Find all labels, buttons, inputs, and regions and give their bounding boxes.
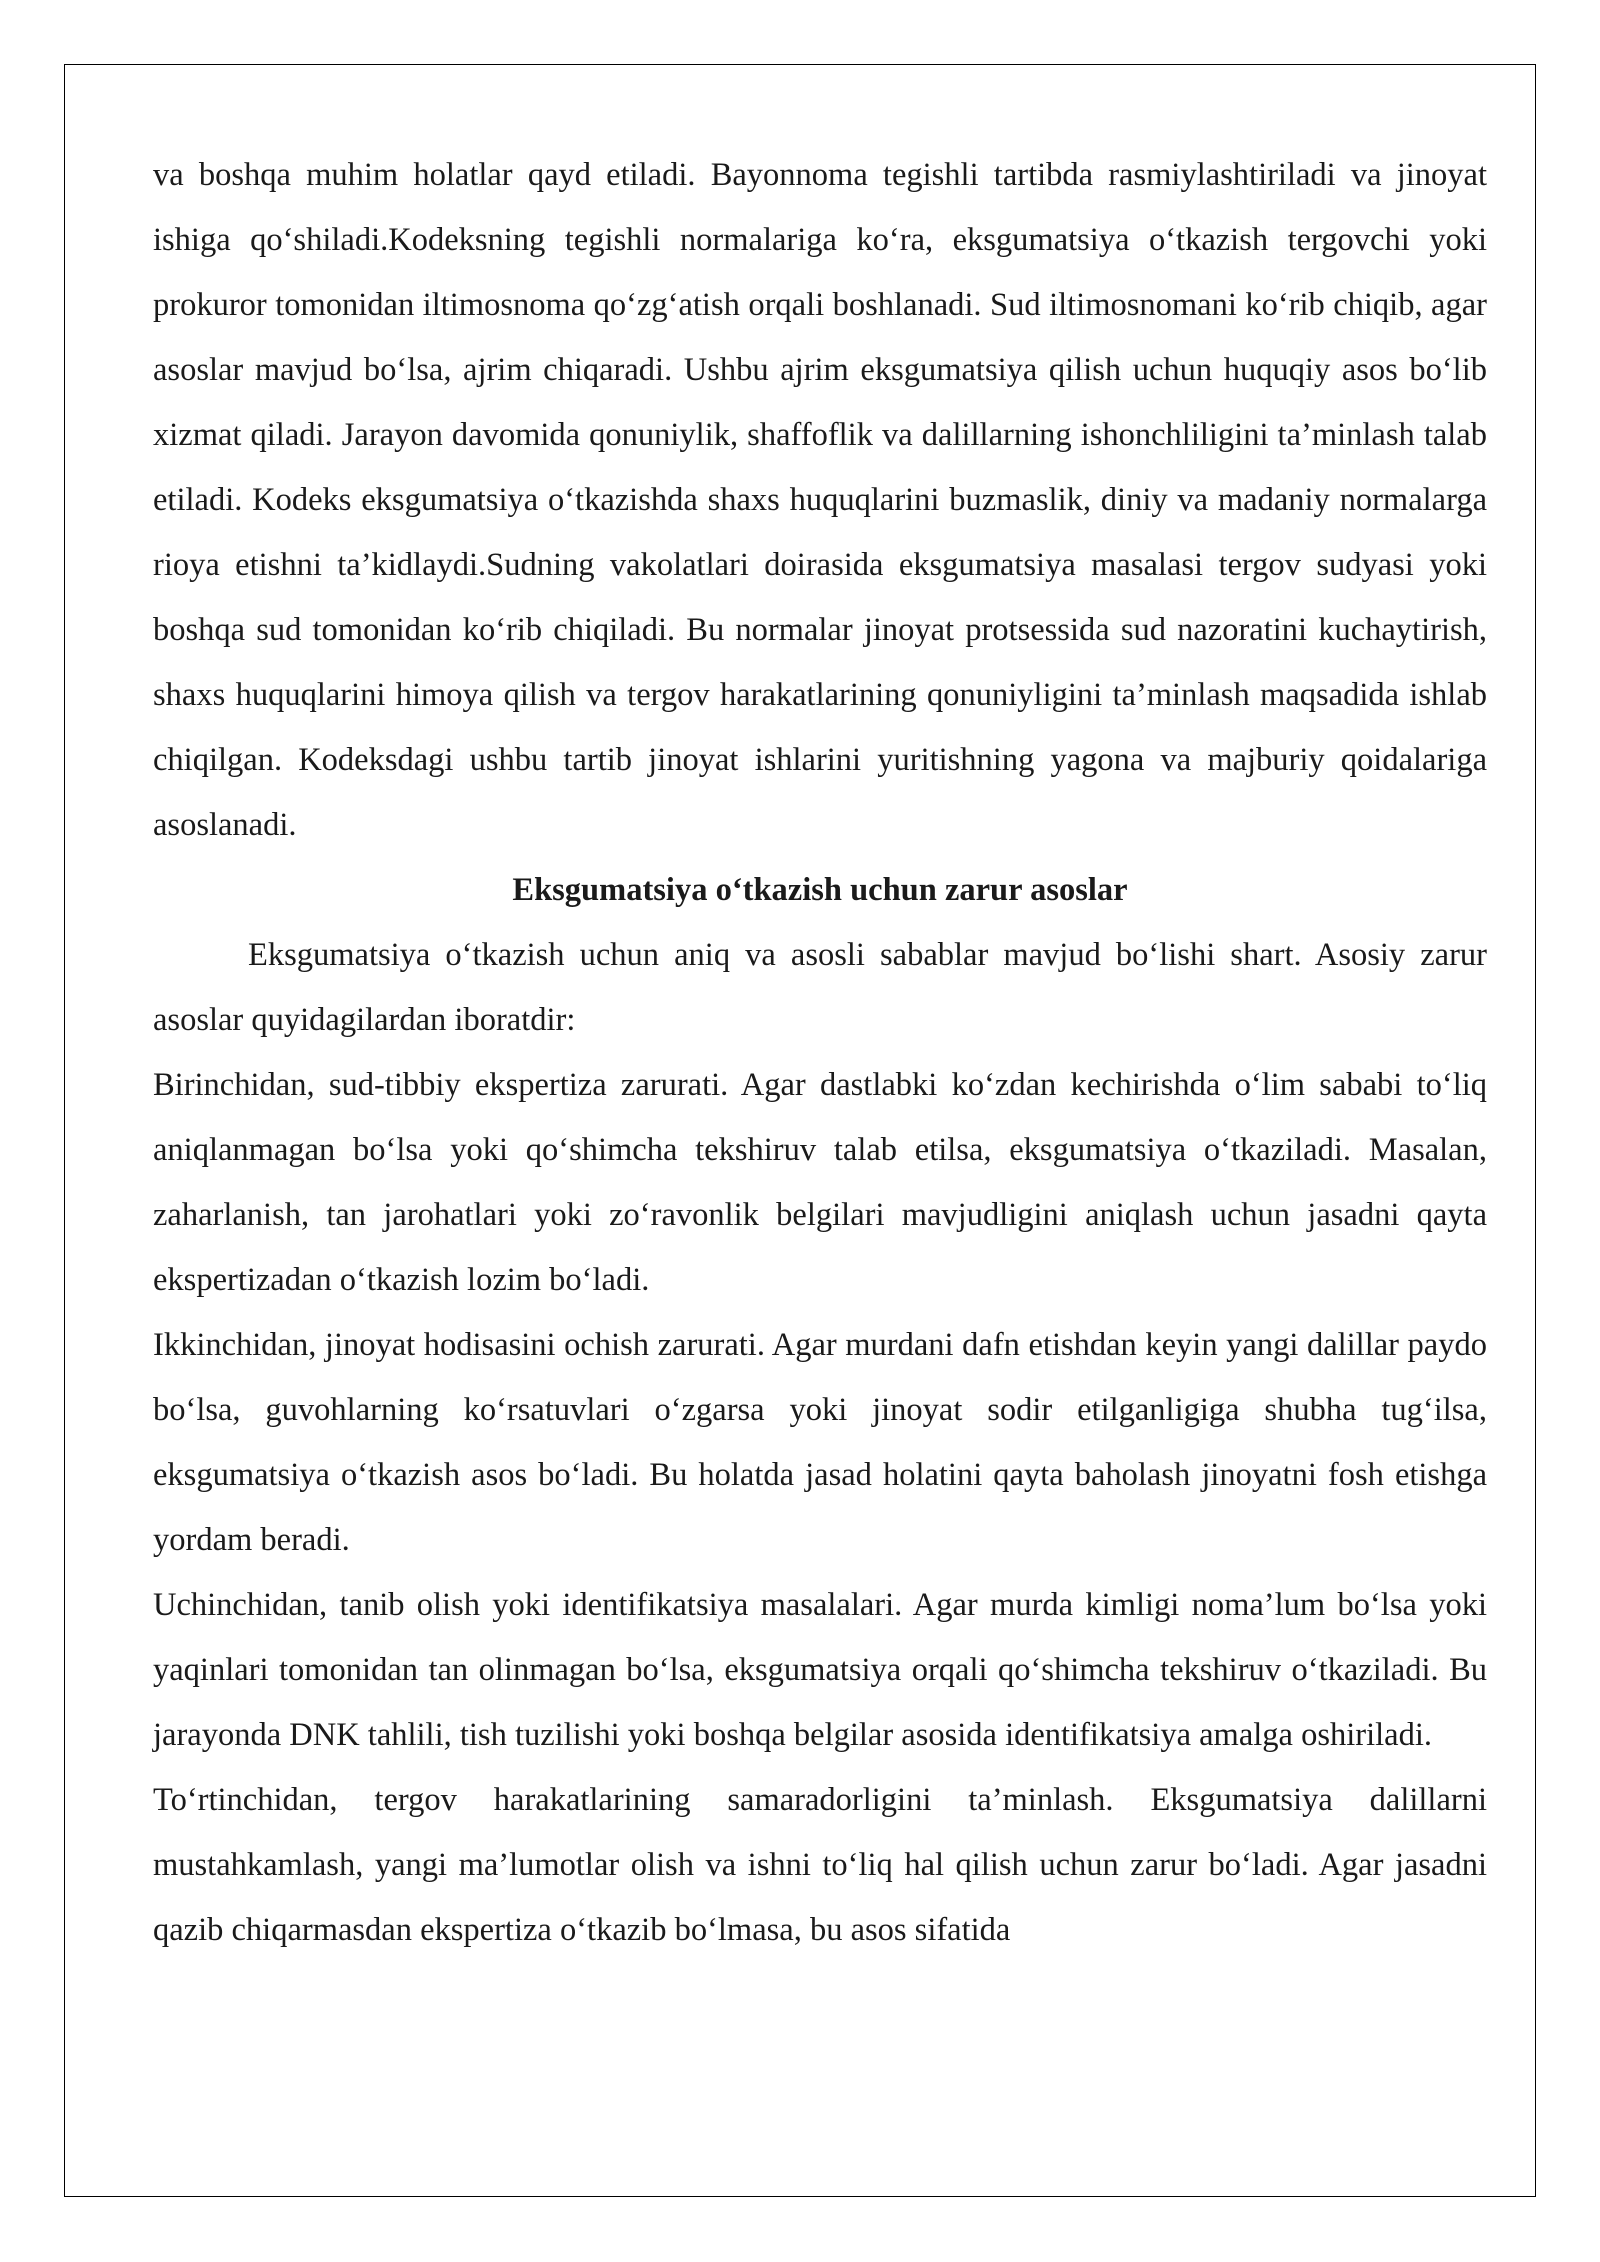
section-intro: Eksgumatsiya o‘tkazish uchun aniq va asosli sabablar mavjud bo‘lishi shart. Asosiy zarur asoslar quyidagilardan iboratdir: [153, 937, 1487, 1038]
list-item-first: Birinchidan, sud-tibbiy ekspertiza zarurati. Agar dastlabki ko‘zdan kechirishda o‘lim sababi to‘liq aniqlanmagan bo‘lsa yoki qo‘shimcha tekshiruv talab etilsa, eksgumatsiya o‘tkaziladi. Masalan, zaharlanish, tan jarohatlari yoki zo‘ravonlik belgilari mavjudligini aniqlash uchun jasadni qayta ekspertizadan o‘tkazish lozim bo‘ladi. [153, 1067, 1487, 1298]
document-body [153, 143, 1487, 1963]
section-heading: Eksgumatsiya o‘tkazish uchun zarur asoslar [512, 872, 1128, 908]
list-item-third: Uchinchidan, tanib olish yoki identifikatsiya masalalari. Agar murda kimligi noma’lum bo‘lsa yoki yaqinlari tomonidan tan olinmagan bo‘lsa, eksgumatsiya orqali qo‘shimcha tekshiruv o‘tkaziladi. Bu jarayonda DNK tahlili, tish tuzilishi yoki boshqa belgilar asosida identifikatsiya amalga oshiriladi. [153, 1587, 1487, 1753]
list-item-second: Ikkinchidan, jinoyat hodisasini ochish zarurati. Agar murdani dafn etishdan keyin yangi dalillar paydo bo‘lsa, guvohlarning ko‘rsatuvlari o‘zgarsa yoki jinoyat sodir etilganligiga shubha tug‘ilsa, eksgumatsiya o‘tkazish asos bo‘ladi. Bu holatda jasad holatini qayta baholash jinoyatni fosh etishga yordam beradi. [153, 1327, 1487, 1558]
list-item-fourth: To‘rtinchidan, tergov harakatlarining samaradorligini ta’minlash. Eksgumatsiya dalillarni mustahkamlash, yangi ma’lumotlar olish va ishni to‘liq hal qilish uchun zarur bo‘ladi. Agar jasadni qazib chiqarmasdan ekspertiza o‘tkazib bo‘lmasa, bu asos sifatida [153, 1782, 1487, 1948]
paragraph-continuation: va boshqa muhim holatlar qayd etiladi. Bayonnoma tegishli tartibda rasmiylashtiriladi va jinoyat ishiga qo‘shiladi.Kodeksning tegishli normalariga ko‘ra, eksgumatsiya o‘tkazish tergovchi yoki prokuror tomonidan iltimosnoma qo‘zg‘atish orqali boshlanadi. Sud iltimosnomani ko‘rib chiqib, agar asoslar mavjud bo‘lsa, ajrim chiqaradi. Ushbu ajrim eksgumatsiya qilish uchun huquqiy asos bo‘lib xizmat qiladi. Jarayon davomida qonuniylik, shaffoflik va dalillarning ishonchliligini ta’minlash talab etiladi. Kodeks eksgumatsiya o‘tkazishda shaxs huquqlarini buzmaslik, diniy va madaniy normalarga rioya etishni ta’kidlaydi.Sudning vakolatlari doirasida eksgumatsiya masalasi tergov sudyasi yoki boshqa sud tomonidan ko‘rib chiqiladi. Bu normalar jinoyat protsessida sud nazoratini kuchaytirish, shaxs huquqlarini himoya qilish va tergov harakatlarining qonuniyligini ta’minlash maqsadida ishlab chiqilgan. Kodeksdagi ushbu tartib jinoyat ishlarini yuritishning yagona va majburiy qoidalariga asoslanadi. [153, 157, 1487, 843]
